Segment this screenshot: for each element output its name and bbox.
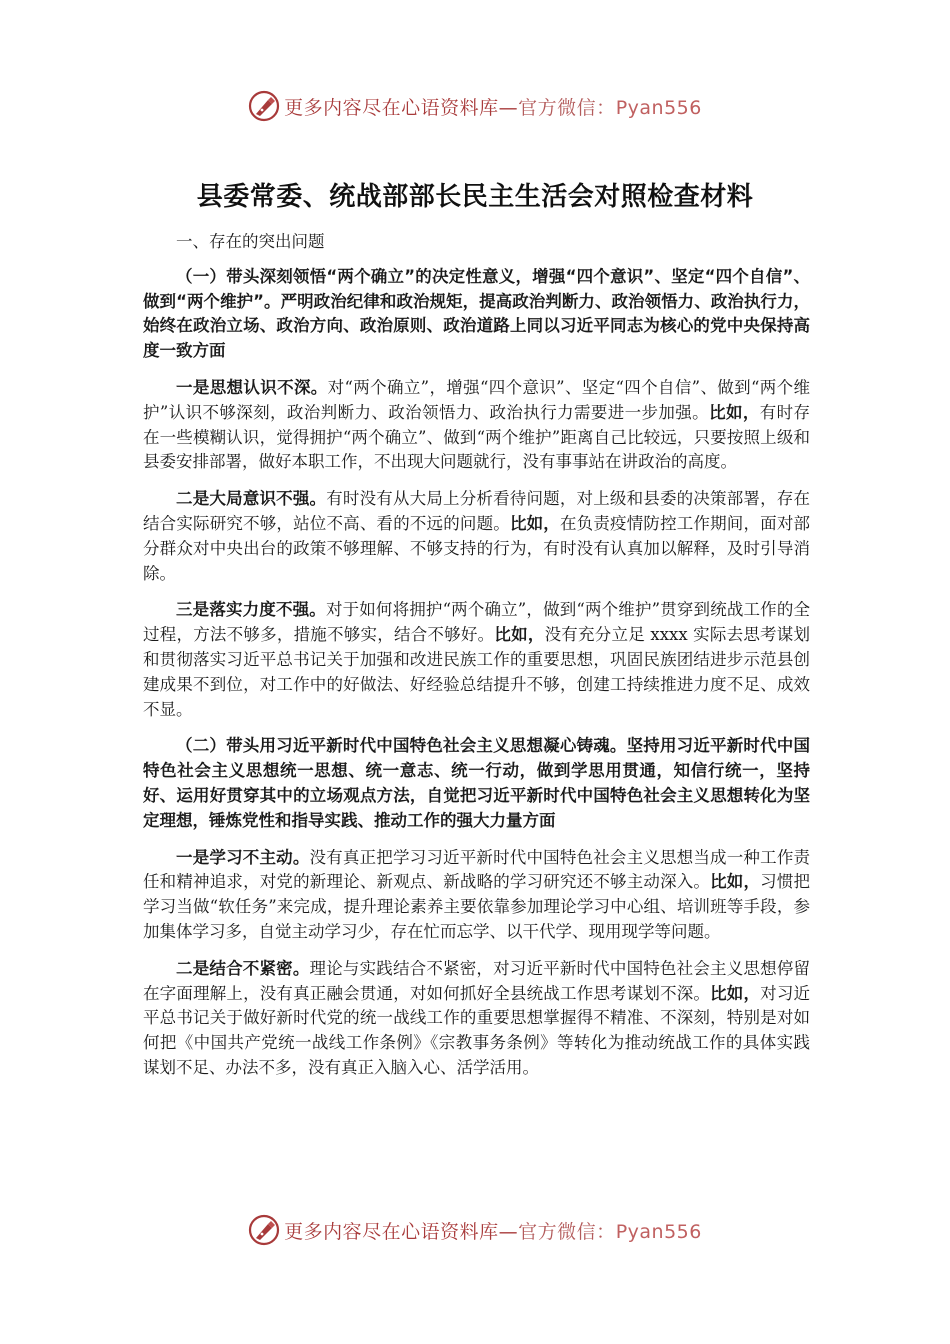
watermark-main: 更多内容尽在心语资料库— bbox=[284, 1220, 519, 1243]
paragraph-body: 有时没有从大局上分析看待问题，对上级和县委的决策部署，存在结合实际研究不够，站位不高、看的不远的问题。 bbox=[143, 489, 811, 533]
paragraph-3 bbox=[143, 598, 810, 722]
paragraph-2 bbox=[143, 487, 810, 586]
paragraph-tail: 对习近平总书记关于做好新时代党的统一战线工作的重要思想掌握得不精准、不深刻，特别是对如何把《中国共产党统一战线工作条例》《宗教事务条例》等转化为推动统战工作的具体实践谋划不足、办法不多，没有真正入脑入心、活学活用。 bbox=[143, 983, 811, 1077]
example-marker: 比如， bbox=[709, 402, 760, 422]
subsection-heading-1: （一）带头深刻领悟“两个确立”的决定性意义，增强“四个意识”、坚定“四个自信”、做到“两个维护”。严明政治纪律和政治规矩，提高政治判断力、政治领悟力、政治执行力，始终在政治立场、政治方向、政治原则、政治道路上同以习近平同志为核心的党中央保持高度一致方面 bbox=[143, 266, 810, 361]
example-marker: 比如， bbox=[509, 513, 560, 533]
paragraph-lead: 一是思想认识不深。 bbox=[176, 377, 328, 397]
watermark-text bbox=[284, 1217, 702, 1244]
paragraph-lead: 二是大局意识不强。 bbox=[176, 489, 327, 509]
paragraph-tail: 在负责疫情防控工作期间，面对部分群众对中央出台的政策不够理解、不够支持的行为，有时没有认真加以解释，及时引导消除。 bbox=[143, 513, 811, 583]
example-marker: 比如， bbox=[494, 625, 545, 645]
watermark-wechat-label: 官方微信： bbox=[518, 96, 616, 119]
paragraph-5 bbox=[143, 957, 810, 1081]
paragraph-body: 对于如何将拥护“两个确立”，做到“两个维护”贯穿到统战工作的全过程，方法不够多，措施不够实，结合不够好。 bbox=[143, 600, 811, 645]
paragraph-body: 没有真正把学习习近平新时代中国特色社会主义思想当成一种工作责任和精神追求，对党的新理论、新观点、新战略的学习研究还不够主动深入。 bbox=[143, 847, 811, 892]
paragraph-body: 对“两个确立”，增强“四个意识”、坚定“四个自信”、做到“两个维护”认识不够深刻，政治判断力、政治领悟力、政治执行力需要进一步加强。 bbox=[143, 377, 810, 422]
paragraph-tail: 习惯把学习当做“软任务”来完成，提升理论素养主要依靠参加理论学习中心组、培训班等手段，参加集体学习多，自觉主动学习少，存在忙而忘学、以干代学、现用现学等问题。 bbox=[143, 872, 811, 941]
watermark-wechat-label: 官方微信： bbox=[518, 1220, 616, 1243]
paragraph-tail: 有时存在一些模糊认识，觉得拥护“两个确立”、做到“两个维护”距离自己比较远，只要按照上级和县委安排部署，做好本职工作，不出现大问题就行，没有事事站在讲政治的高度。 bbox=[143, 402, 811, 472]
pen-nib-logo-icon bbox=[248, 90, 280, 122]
header-watermark-banner bbox=[0, 84, 950, 128]
page-title: 县委常委、统战部部长民主生活会对照检查材料 bbox=[196, 182, 754, 212]
example-marker: 比如， bbox=[710, 983, 761, 1003]
watermark-main: 更多内容尽在心语资料库— bbox=[284, 96, 519, 119]
document-body bbox=[143, 230, 810, 1093]
footer-watermark-banner bbox=[0, 1208, 950, 1252]
pen-nib-logo-icon bbox=[248, 1214, 280, 1246]
paragraph-lead: 二是结合不紧密。 bbox=[176, 958, 310, 978]
section-heading: 一、存在的突出问题 bbox=[176, 232, 325, 251]
watermark-wechat-id: Pyan556 bbox=[615, 96, 702, 119]
paragraph-4 bbox=[143, 846, 810, 945]
watermark-wechat-id: Pyan556 bbox=[615, 1220, 702, 1243]
watermark-text bbox=[284, 93, 702, 120]
paragraph-tail: 没有充分立足 xxxx 实际去思考谋划和贯彻落实习近平总书记关于加强和改进民族工作的重要思想，巩固民族团结进步示范县创建成果不到位，对工作中的好做法、好经验总结提升不够，创建工持续推进力度不足、成效不显。 bbox=[143, 625, 811, 719]
paragraph-lead: 一是学习不主动。 bbox=[176, 847, 310, 867]
paragraph-body: 理论与实践结合不紧密，对习近平新时代中国特色社会主义思想停留在字面理解上，没有真正融会贯通，对如何抓好全县统战工作思考谋划不深。 bbox=[143, 958, 811, 1003]
paragraph-1 bbox=[143, 376, 810, 475]
paragraph-lead: 三是落实力度不强。 bbox=[176, 600, 326, 620]
subsection-heading-2: （二）带头用习近平新时代中国特色社会主义思想凝心铸魂。坚持用习近平新时代中国特色社会主义思想统一思想、统一意志、统一行动，做到学思用贯通，知信行统一，坚持好、运用好贯穿其中的立场观点方法，自觉把习近平新时代中国特色社会主义思想转化为坚定理想，锤炼党性和指导实践、推动工作的强大力量方面 bbox=[143, 736, 810, 830]
example-marker: 比如， bbox=[710, 872, 761, 892]
